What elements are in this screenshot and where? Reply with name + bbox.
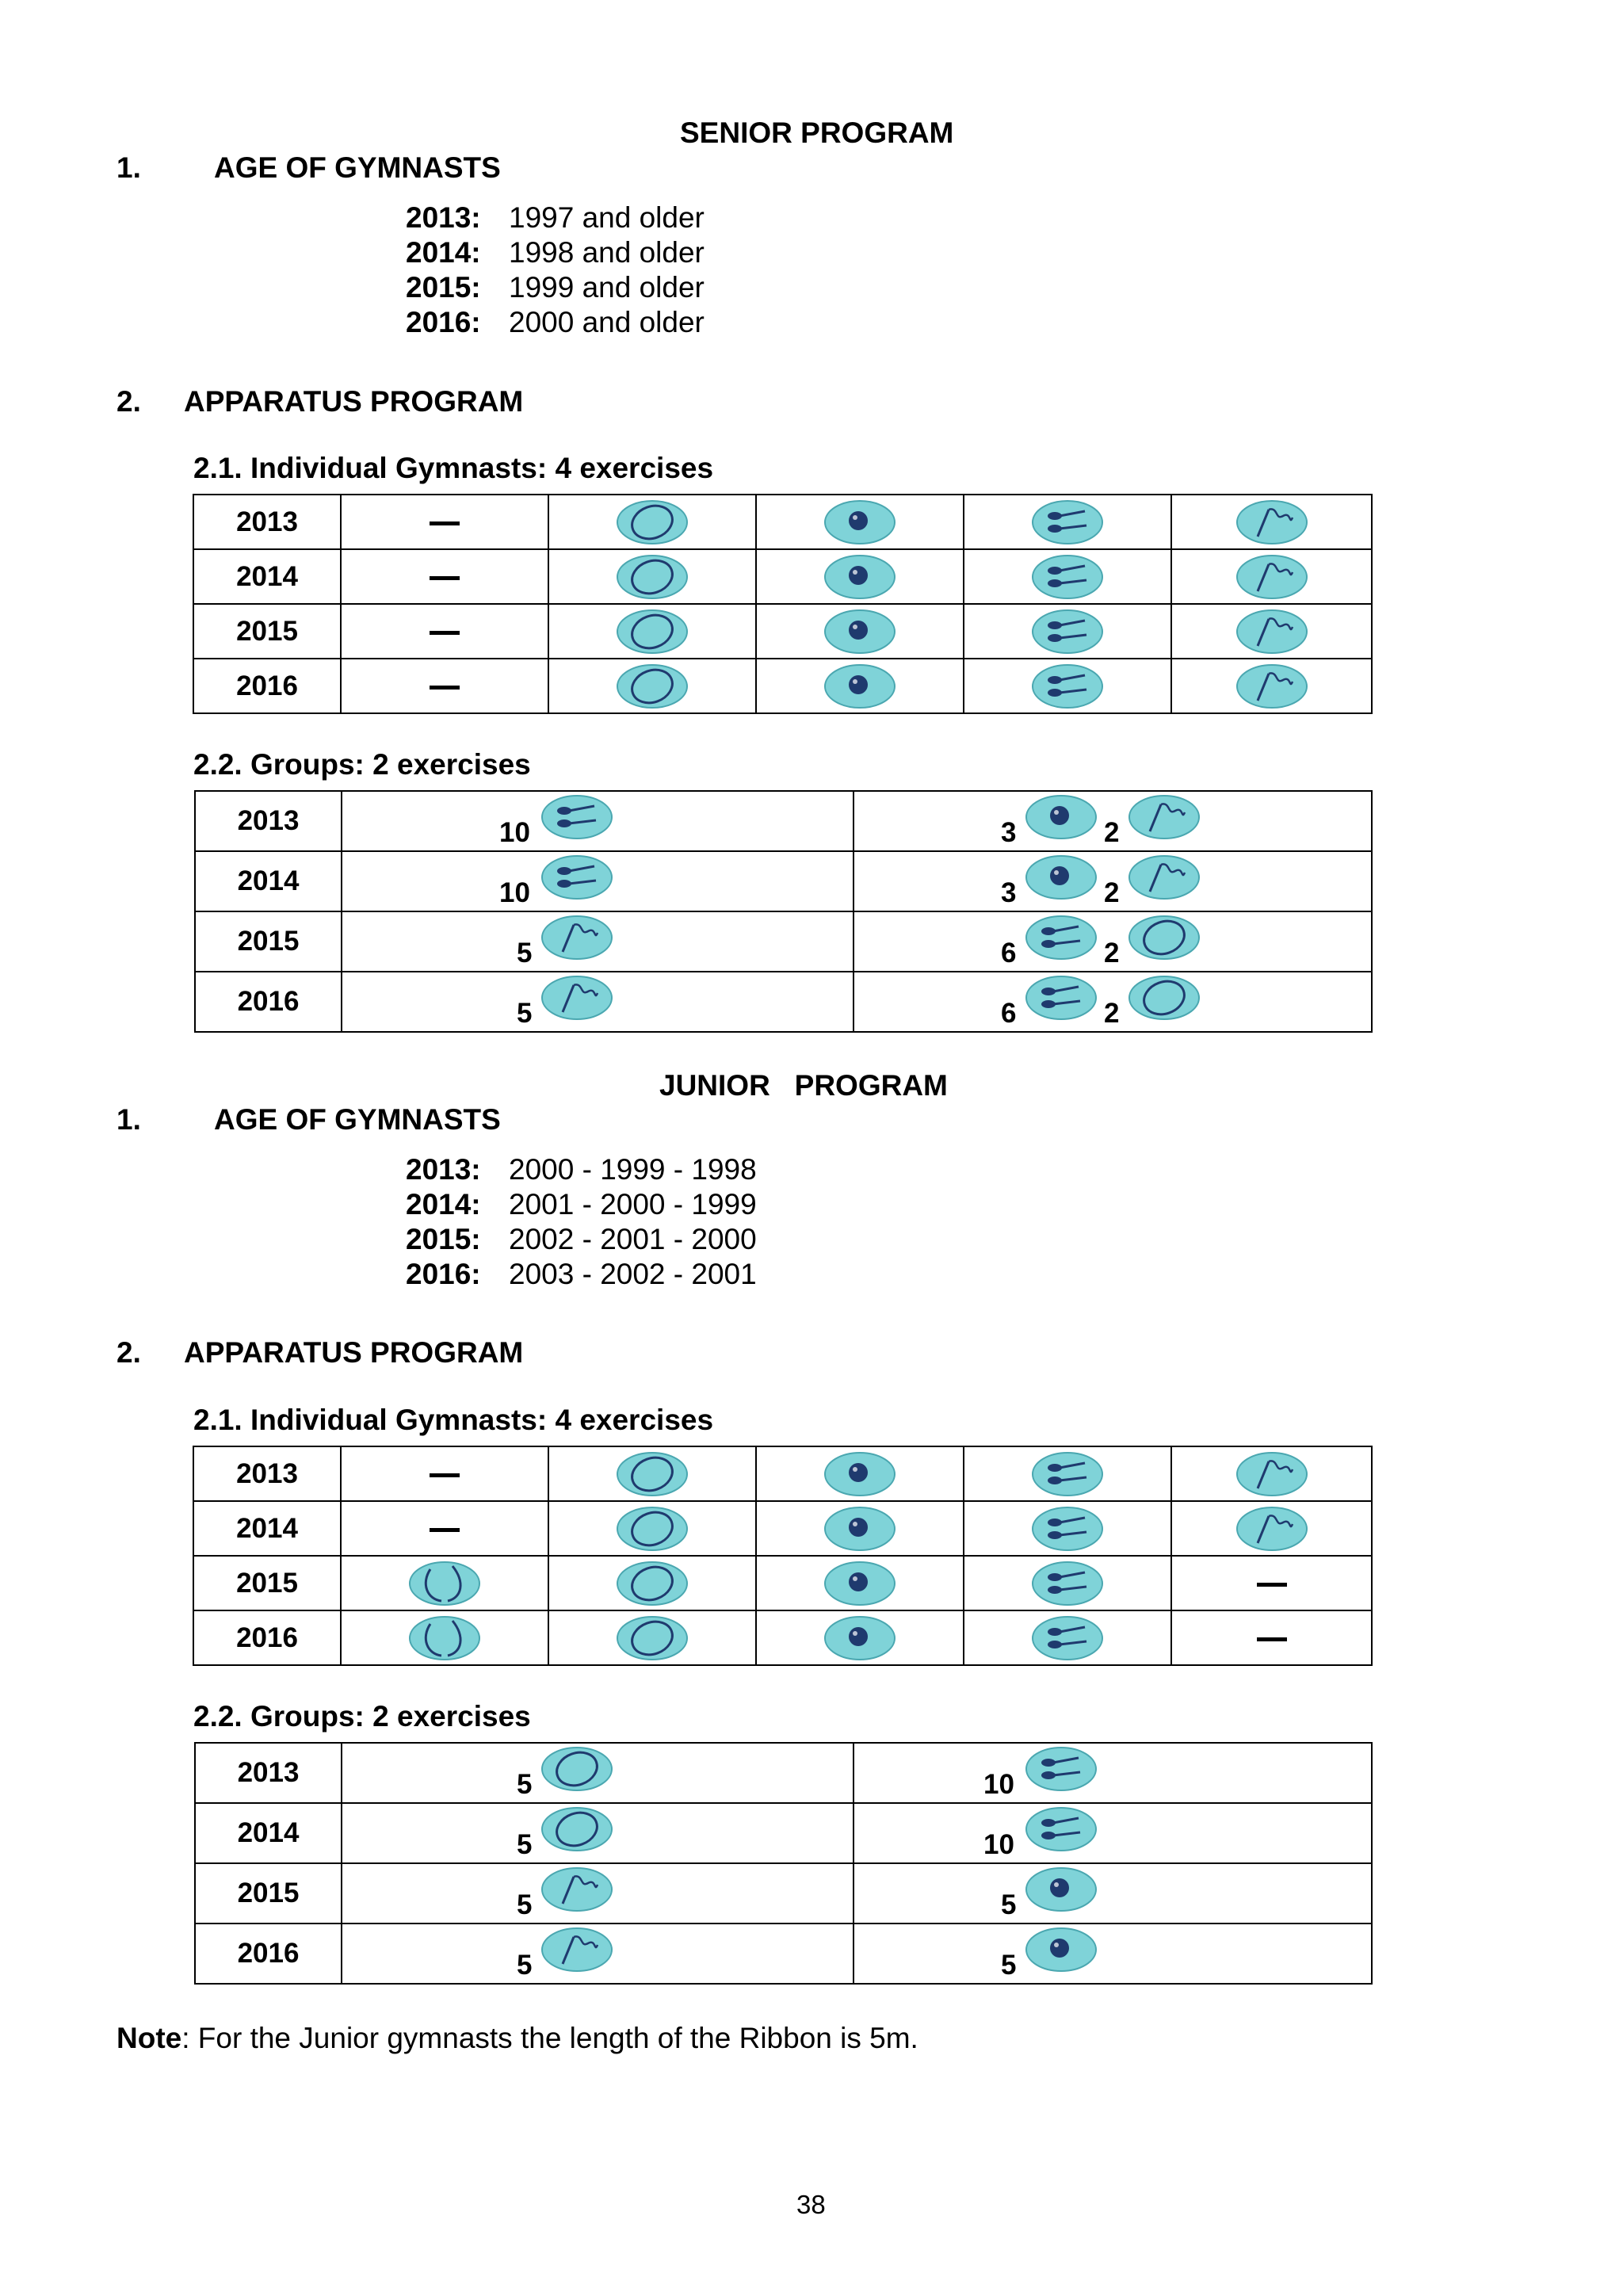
apparatus-cell	[341, 1610, 548, 1665]
ball-icon	[822, 1614, 898, 1662]
senior-age-list	[406, 201, 705, 340]
apparatus-cell	[1171, 1446, 1372, 1501]
row-year: 2016	[193, 1610, 341, 1665]
table-row	[195, 911, 1372, 972]
hoop-icon	[614, 1560, 690, 1607]
hoop-icon	[614, 1614, 690, 1662]
hoop-icon	[1126, 914, 1202, 961]
hoop-icon	[614, 1450, 690, 1498]
ribbon-icon	[539, 1926, 615, 1973]
ball-icon	[1023, 854, 1099, 901]
table-row	[193, 1446, 1372, 1501]
junior-age-list	[406, 1152, 757, 1292]
apparatus-cell	[548, 495, 756, 549]
apparatus-cell	[341, 1446, 548, 1501]
ribbon-icon	[1234, 1450, 1310, 1498]
gymnast-count: 6	[1001, 938, 1017, 968]
hoop-icon	[614, 608, 690, 655]
group-exercise-cell	[342, 972, 854, 1032]
page-number: 38	[796, 2190, 826, 2219]
gymnast-count: 10	[983, 1829, 1014, 1860]
senior-age-title: AGE OF GYMNASTS	[214, 151, 501, 184]
hoop-icon	[539, 1805, 615, 1853]
table-row	[193, 495, 1372, 549]
apparatus-cell	[964, 495, 1171, 549]
junior-age-title: AGE OF GYMNASTS	[214, 1103, 501, 1136]
group-exercise-cell	[854, 1743, 1372, 1803]
apparatus-cell	[964, 549, 1171, 604]
ribbon-icon	[1234, 553, 1310, 601]
rope-icon	[407, 1614, 483, 1662]
age-text: 2003 - 2002 - 2001	[509, 1258, 757, 1290]
row-year: 2015	[195, 911, 342, 972]
ball-icon	[822, 608, 898, 655]
age-year: 2014:	[406, 1188, 481, 1221]
age-text: 2002 - 2001 - 2000	[509, 1223, 757, 1255]
ball-icon	[822, 553, 898, 601]
hoop-icon	[539, 1745, 615, 1793]
clubs-icon	[1029, 1560, 1106, 1607]
junior-individual-table	[193, 1446, 1373, 1666]
group-exercise-cell	[342, 1863, 854, 1924]
group-exercise-cell	[342, 791, 854, 851]
table-row	[195, 851, 1372, 911]
age-text: 1999 and older	[509, 271, 705, 304]
row-year: 2014	[193, 1501, 341, 1556]
apparatus-cell	[756, 495, 964, 549]
table-row	[193, 659, 1372, 713]
ball-icon	[822, 663, 898, 710]
age-year: 2014:	[406, 236, 481, 269]
apparatus-cell	[341, 1556, 548, 1610]
ball-icon	[1023, 1866, 1099, 1913]
apparatus-cell	[756, 1501, 964, 1556]
age-row	[406, 1187, 757, 1222]
row-year: 2016	[195, 1924, 342, 1984]
senior-groups-title: 2.2. Groups: 2 exercises	[193, 748, 531, 781]
apparatus-cell	[964, 1610, 1171, 1665]
age-text: 1997 and older	[509, 201, 705, 234]
apparatus-cell	[341, 549, 548, 604]
ribbon-icon	[1234, 663, 1310, 710]
age-text: 2001 - 2000 - 1999	[509, 1188, 757, 1221]
senior-individual-title: 2.1. Individual Gymnasts: 4 exercises	[193, 452, 714, 484]
age-row	[406, 305, 705, 340]
apparatus-cell	[1171, 549, 1372, 604]
gymnast-count: 5	[1001, 1889, 1017, 1920]
group-exercise-cell	[342, 1803, 854, 1863]
table-row	[195, 972, 1372, 1032]
gymnast-count: 5	[517, 998, 533, 1029]
age-row	[406, 235, 705, 270]
age-row	[406, 1222, 757, 1257]
gymnast-count: 6	[1001, 998, 1017, 1029]
row-year: 2015	[195, 1863, 342, 1924]
note-label: Note	[116, 2022, 182, 2054]
hoop-icon	[614, 663, 690, 710]
junior-groups-table	[194, 1742, 1373, 1985]
apparatus-cell	[756, 1610, 964, 1665]
age-text: 1998 and older	[509, 236, 705, 269]
senior-groups-table	[194, 790, 1373, 1033]
dash-mark	[430, 576, 460, 580]
row-year: 2013	[195, 1743, 342, 1803]
ball-icon	[822, 499, 898, 546]
gymnast-count: 5	[517, 1889, 533, 1920]
age-row	[406, 201, 705, 235]
senior-heading: SENIOR PROGRAM	[680, 117, 954, 149]
apparatus-cell	[964, 659, 1171, 713]
clubs-icon	[539, 854, 615, 901]
junior-groups-title: 2.2. Groups: 2 exercises	[193, 1700, 531, 1733]
dash-mark	[430, 631, 460, 635]
age-year: 2015:	[406, 271, 481, 304]
hoop-icon	[614, 1505, 690, 1553]
row-year: 2013	[195, 791, 342, 851]
ribbon-icon	[539, 1866, 615, 1913]
gymnast-count: 2	[1104, 938, 1120, 968]
table-row	[193, 1610, 1372, 1665]
age-text: 2000 and older	[509, 306, 705, 338]
apparatus-cell	[341, 495, 548, 549]
row-year: 2014	[195, 851, 342, 911]
ball-icon	[822, 1560, 898, 1607]
age-year: 2013:	[406, 201, 481, 234]
senior-individual-table	[193, 494, 1373, 714]
apparatus-cell	[548, 604, 756, 659]
ribbon-icon	[539, 914, 615, 961]
apparatus-cell	[756, 1446, 964, 1501]
apparatus-cell	[1171, 1556, 1372, 1610]
ribbon-icon	[1234, 499, 1310, 546]
table-row	[195, 1803, 1372, 1863]
dash-mark	[430, 1473, 460, 1477]
apparatus-cell	[548, 659, 756, 713]
clubs-icon	[1023, 1805, 1099, 1853]
apparatus-cell	[548, 1610, 756, 1665]
senior-app-title: APPARATUS PROGRAM	[184, 385, 524, 418]
age-row	[406, 270, 705, 305]
ball-icon	[822, 1505, 898, 1553]
apparatus-cell	[964, 1446, 1171, 1501]
group-exercise-cell	[854, 972, 1372, 1032]
age-year: 2016:	[406, 306, 481, 338]
apparatus-cell	[1171, 604, 1372, 659]
row-year: 2016	[195, 972, 342, 1032]
table-row	[195, 1924, 1372, 1984]
dash-mark	[430, 1528, 460, 1532]
gymnast-count: 5	[517, 1829, 533, 1860]
table-row	[193, 604, 1372, 659]
ribbon-icon	[1126, 854, 1202, 901]
group-exercise-cell	[342, 911, 854, 972]
group-exercise-cell	[854, 851, 1372, 911]
row-year: 2013	[193, 1446, 341, 1501]
clubs-icon	[1029, 608, 1106, 655]
ball-icon	[1023, 793, 1099, 841]
rope-icon	[407, 1560, 483, 1607]
junior-app-number: 2.	[116, 1336, 141, 1369]
table-row	[195, 1863, 1372, 1924]
ribbon-icon	[1234, 608, 1310, 655]
apparatus-cell	[1171, 1610, 1372, 1665]
hoop-icon	[614, 499, 690, 546]
apparatus-cell	[1171, 495, 1372, 549]
gymnast-count: 2	[1104, 998, 1120, 1029]
clubs-icon	[1029, 1614, 1106, 1662]
apparatus-cell	[964, 604, 1171, 659]
table-row	[195, 1743, 1372, 1803]
clubs-icon	[1029, 553, 1106, 601]
group-exercise-cell	[342, 1743, 854, 1803]
ribbon-icon	[1126, 793, 1202, 841]
apparatus-cell	[1171, 659, 1372, 713]
clubs-icon	[1029, 499, 1106, 546]
gymnast-count: 2	[1104, 817, 1120, 848]
clubs-icon	[539, 793, 615, 841]
hoop-icon	[1126, 974, 1202, 1022]
apparatus-cell	[548, 1556, 756, 1610]
gymnast-count: 5	[1001, 1950, 1017, 1981]
senior-app-number: 2.	[116, 385, 141, 418]
table-row	[193, 549, 1372, 604]
ribbon-icon	[539, 974, 615, 1022]
apparatus-cell	[756, 604, 964, 659]
gymnast-count: 3	[1001, 877, 1017, 908]
clubs-icon	[1029, 663, 1106, 710]
age-year: 2016:	[406, 1258, 481, 1290]
ball-icon	[1023, 1926, 1099, 1973]
footnote	[116, 2022, 918, 2055]
clubs-icon	[1023, 914, 1099, 961]
table-row	[195, 791, 1372, 851]
clubs-icon	[1023, 974, 1099, 1022]
junior-heading	[659, 1069, 948, 1102]
apparatus-cell	[548, 1501, 756, 1556]
gymnast-count: 5	[517, 938, 533, 968]
row-year: 2014	[193, 549, 341, 604]
group-exercise-cell	[342, 1924, 854, 1984]
dash-mark	[430, 686, 460, 690]
note-text: : For the Junior gymnasts the length of the Ribbon is 5m.	[181, 2022, 918, 2054]
age-text: 2000 - 1999 - 1998	[509, 1153, 757, 1186]
clubs-icon	[1029, 1450, 1106, 1498]
gymnast-count: 10	[983, 1769, 1014, 1800]
row-year: 2014	[195, 1803, 342, 1863]
apparatus-cell	[548, 1446, 756, 1501]
dash-mark	[430, 521, 460, 525]
apparatus-cell	[964, 1556, 1171, 1610]
row-year: 2013	[193, 495, 341, 549]
age-year: 2015:	[406, 1223, 481, 1255]
apparatus-cell	[341, 659, 548, 713]
apparatus-cell	[964, 1501, 1171, 1556]
apparatus-cell	[756, 659, 964, 713]
clubs-icon	[1029, 1505, 1106, 1553]
dash-mark	[1257, 1637, 1287, 1641]
apparatus-cell	[756, 549, 964, 604]
apparatus-cell	[1171, 1501, 1372, 1556]
gymnast-count: 5	[517, 1769, 533, 1800]
row-year: 2015	[193, 604, 341, 659]
clubs-icon	[1023, 1745, 1099, 1793]
hoop-icon	[614, 553, 690, 601]
group-exercise-cell	[854, 1924, 1372, 1984]
table-row	[193, 1556, 1372, 1610]
apparatus-cell	[548, 549, 756, 604]
group-exercise-cell	[854, 791, 1372, 851]
group-exercise-cell	[854, 1803, 1372, 1863]
row-year: 2016	[193, 659, 341, 713]
gymnast-count: 10	[499, 817, 530, 848]
dash-mark	[1257, 1583, 1287, 1587]
age-row	[406, 1257, 757, 1292]
senior-age-number: 1.	[116, 151, 141, 184]
junior-age-number: 1.	[116, 1103, 141, 1136]
gymnast-count: 10	[499, 877, 530, 908]
table-row	[193, 1501, 1372, 1556]
group-exercise-cell	[342, 851, 854, 911]
row-year: 2015	[193, 1556, 341, 1610]
apparatus-cell	[341, 604, 548, 659]
junior-heading-text: JUNIOR PROGRAM	[659, 1069, 948, 1102]
ribbon-icon	[1234, 1505, 1310, 1553]
junior-individual-title: 2.1. Individual Gymnasts: 4 exercises	[193, 1404, 714, 1436]
age-year: 2013:	[406, 1153, 481, 1186]
junior-app-title: APPARATUS PROGRAM	[184, 1336, 524, 1369]
apparatus-cell	[341, 1501, 548, 1556]
ball-icon	[822, 1450, 898, 1498]
group-exercise-cell	[854, 1863, 1372, 1924]
gymnast-count: 3	[1001, 817, 1017, 848]
age-row	[406, 1152, 757, 1187]
gymnast-count: 2	[1104, 877, 1120, 908]
apparatus-cell	[756, 1556, 964, 1610]
gymnast-count: 5	[517, 1950, 533, 1981]
group-exercise-cell	[854, 911, 1372, 972]
